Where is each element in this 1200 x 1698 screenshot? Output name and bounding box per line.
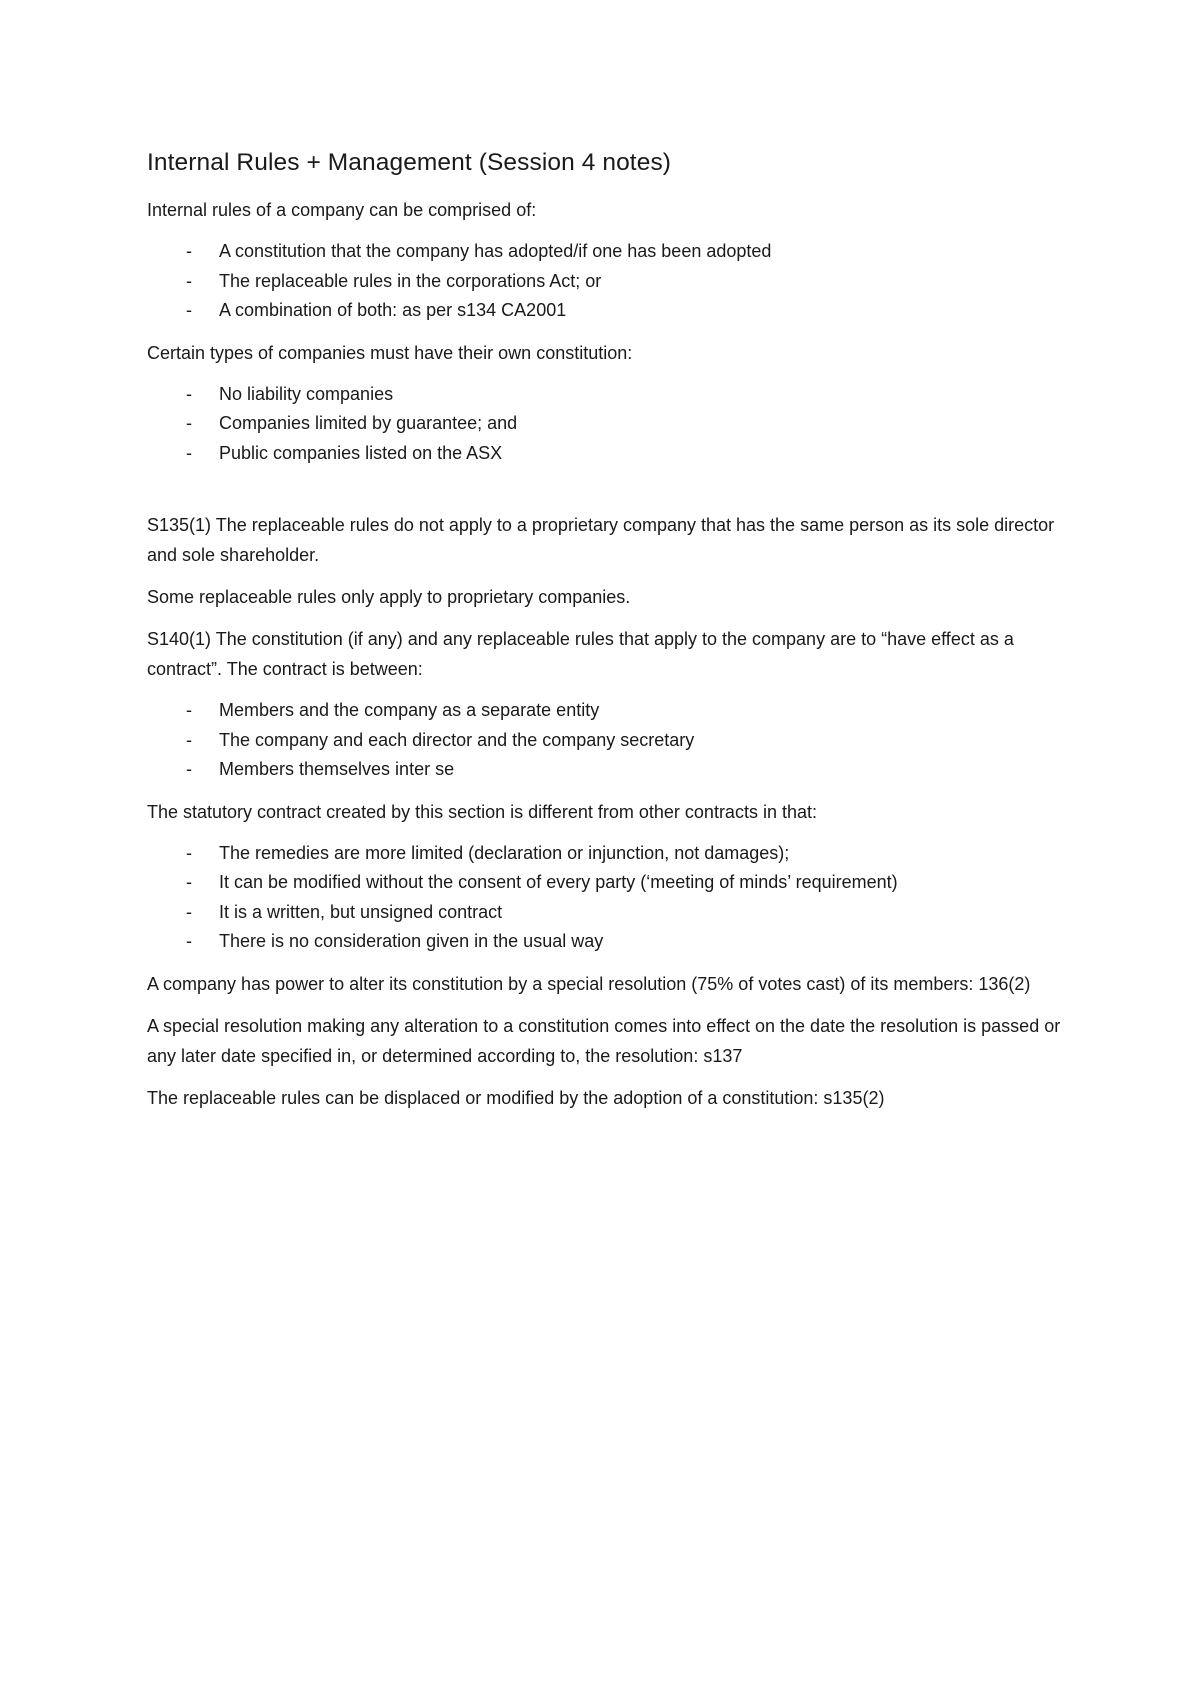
proprietary-note-paragraph: Some replaceable rules only apply to proprietary companies.: [147, 587, 631, 607]
alter-power-paragraph: A company has power to alter its constitution by a special resolution (75% of votes cast) of its members: 136(2): [147, 973, 1031, 994]
list-item: - Members themselves inter se: [147, 755, 1067, 785]
list-item: - The remedies are more limited (declaration or injunction, not damages);: [147, 839, 1067, 869]
constitution-required-paragraph: Certain types of companies must have their own constitution:: [147, 342, 633, 363]
statutory-contract-paragraph: The statutory contract created by this section is different from other contracts in that:: [147, 801, 817, 822]
list-item: - No liability companies: [147, 380, 1067, 410]
list-marker: -: [186, 383, 192, 404]
displacement-paragraph: The replaceable rules can be displaced or modified by the adoption of a constitution: s135(2): [147, 1087, 885, 1108]
list-marker: -: [186, 700, 192, 720]
list-marker: -: [186, 241, 192, 261]
list-marker: -: [186, 759, 192, 779]
list-marker: -: [186, 270, 192, 291]
list-item: - There is no consideration given in the usual way: [147, 927, 1067, 957]
document-body: [147, 146, 1067, 1125]
list-item: - Members and the company as a separate entity: [147, 696, 1067, 726]
list-marker: -: [186, 931, 192, 951]
list-item: - A constitution that the company has adopted/if one has been adopted: [147, 237, 1067, 267]
document-title: Internal Rules + Management (Session 4 notes): [147, 149, 672, 176]
list-marker: -: [186, 413, 192, 433]
s140-1-paragraph: S140(1) The constitution (if any) and any replaceable rules that apply to the company are to “have effect as a contract”. The contract is between:: [147, 629, 1014, 679]
list-item: - It can be modified without the consent of every party (‘meeting of minds’ requirement): [147, 868, 1067, 898]
list-item: - Public companies listed on the ASX: [147, 439, 1067, 469]
list-marker: -: [186, 729, 192, 750]
contract-parties-list: [147, 696, 1067, 785]
list-marker: -: [186, 872, 192, 892]
list-item: - The company and each director and the company secretary: [147, 726, 1067, 756]
list-item: - It is a written, but unsigned contract: [147, 898, 1067, 928]
s135-1-paragraph: S135(1) The replaceable rules do not apply to a proprietary company that has the same person as its sole director and sole shareholder.: [147, 515, 1055, 565]
statutory-contract-list: [147, 839, 1067, 957]
special-resolution-paragraph: A special resolution making any alteration to a constitution comes into effect on the date the resolution is passed or any later date specified in, or determined according to, the resolution: s137: [147, 1015, 1061, 1066]
list-item: - Companies limited by guarantee; and: [147, 409, 1067, 439]
list-marker: -: [186, 300, 192, 320]
list-marker: -: [186, 442, 192, 463]
list-marker: -: [186, 901, 192, 922]
spacer: [147, 480, 1067, 510]
intro-paragraph: Internal rules of a company can be comprised of:: [147, 200, 537, 220]
list-marker: -: [186, 842, 192, 863]
internal-rules-list: [147, 237, 1067, 326]
constitution-required-list: [147, 380, 1067, 469]
list-item: - The replaceable rules in the corporations Act; or: [147, 267, 1067, 297]
list-item: - A combination of both: as per s134 CA2001: [147, 296, 1067, 326]
